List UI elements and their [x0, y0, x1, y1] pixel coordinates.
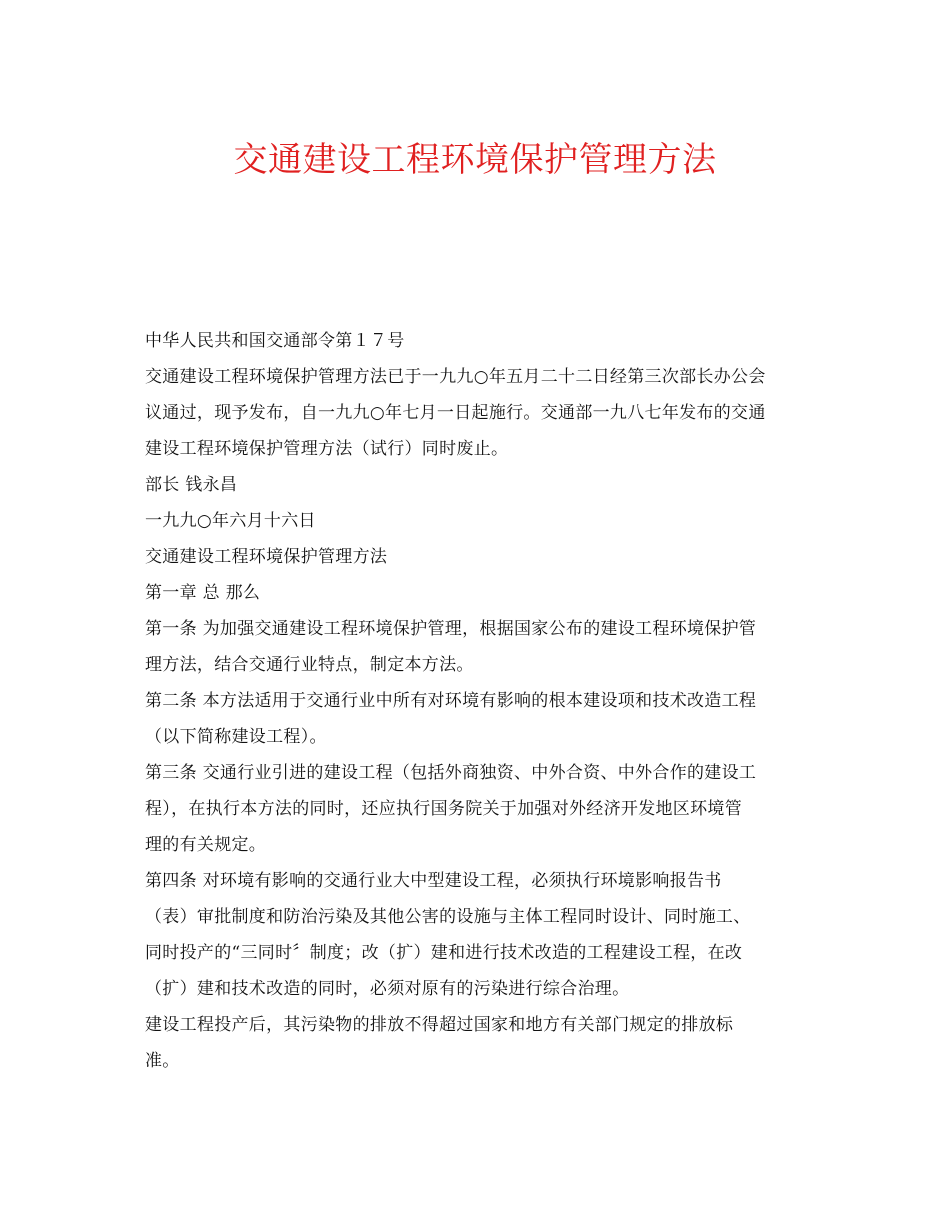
text-line: 议通过，现予发布，自一九九○年七月一日起施行。交通部一九八七年发布的交通	[145, 403, 766, 423]
text-line: 交通建设工程环境保护管理方法已于一九九○年五月二十二日经第三次部长办公会	[145, 367, 766, 387]
text-line: （以下简称建设工程）。	[145, 727, 327, 747]
text-line: 交通建设工程环境保护管理方法	[145, 547, 388, 567]
document-body	[145, 323, 810, 1079]
text-line: （表）审批制度和防治污染及其他公害的设施与主体工程同时设计、同时施工、	[145, 907, 751, 927]
text-line: 一九九○年六月十六日	[145, 511, 316, 531]
text-line: （扩）建和技术改造的同时，必须对原有的污染进行综合治理。	[145, 979, 630, 999]
text-line: 理的有关规定。	[145, 835, 267, 855]
text-line: 建设工程投产后，其污染物的排放不得超过国家和地方有关部门规定的排放标	[145, 1015, 734, 1035]
text-line: 中华人民共和国交通部令第１７号	[145, 331, 405, 351]
text-line: 第二条 本方法适用于交通行业中所有对环境有影响的根本建设项和技术改造工程	[145, 691, 757, 711]
text-line: 第一条 为加强交通建设工程环境保护管理，根据国家公布的建设工程环境保护管	[145, 619, 757, 639]
text-line: 第四条 对环境有影响的交通行业大中型建设工程，必须执行环境影响报告书	[145, 871, 722, 891]
text-line: 同时投产的“三同时〞制度；改（扩）建和进行技术改造的工程建设工程，在改	[145, 943, 743, 963]
text-line: 建设工程环境保护管理方法（试行）同时废止。	[145, 439, 509, 459]
text-line: 第三条 交通行业引进的建设工程（包括外商独资、中外合资、中外合作的建设工	[145, 763, 757, 783]
text-line: 第一章 总 那么	[145, 583, 261, 603]
text-line: 程），在执行本方法的同时，还应执行国务院关于加强对外经济开发地区环境管	[145, 799, 742, 819]
text-line: 部长 钱永昌	[145, 475, 238, 495]
page-title: 交通建设工程环境保护管理方法	[233, 140, 717, 180]
text-line: 准。	[145, 1051, 180, 1071]
text-line: 理方法，结合交通行业特点，制定本方法。	[145, 655, 474, 675]
